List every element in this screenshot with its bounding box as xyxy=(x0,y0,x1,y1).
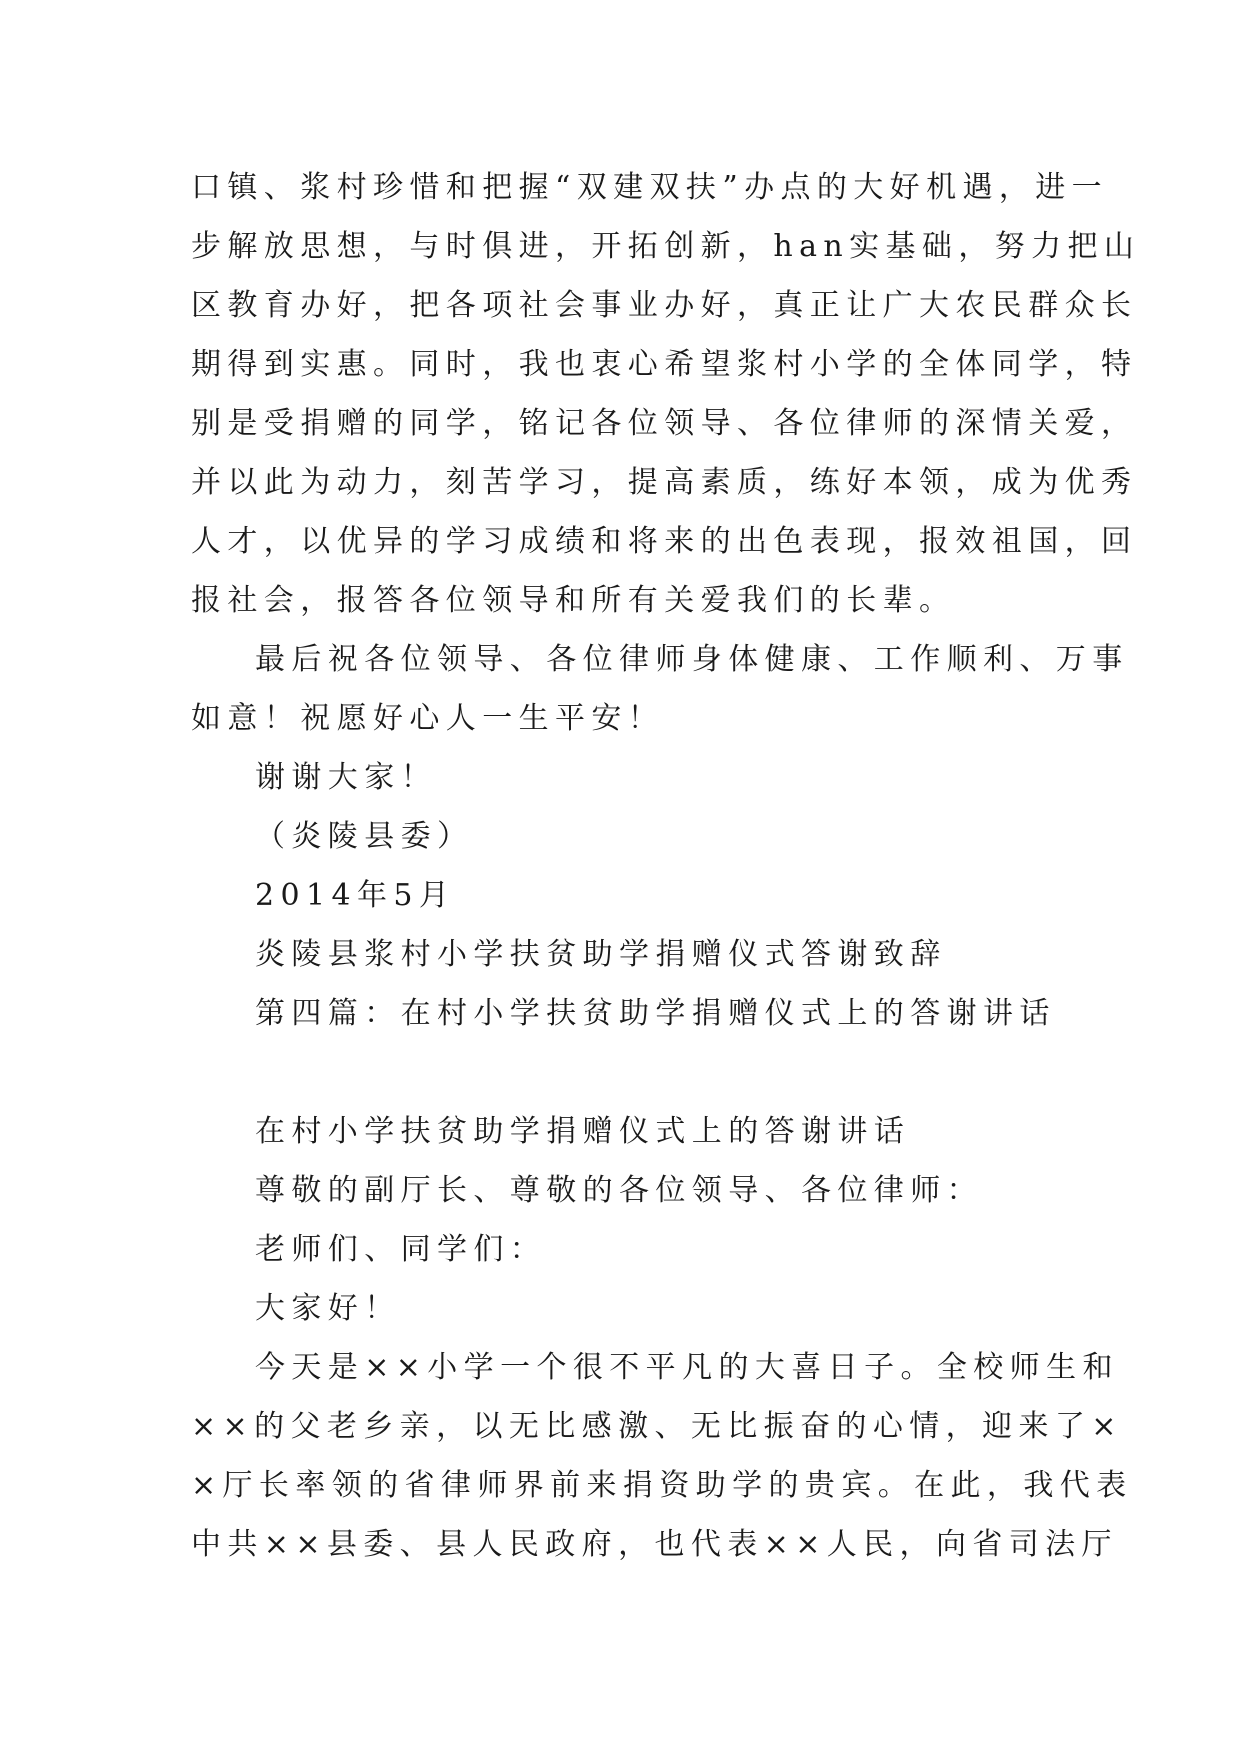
paragraph-line: 如意！祝愿好心人一生平安！ xyxy=(191,701,665,736)
paragraph-line: 报社会，报答各位领导和所有关爱我们的长辈。 xyxy=(191,583,956,618)
paragraph-line: 期得到实惠。同时，我也衷心希望浆村小学的全体同学，特 xyxy=(191,347,1138,382)
document-body xyxy=(191,158,1141,1574)
signature-date: 2014年5月 xyxy=(255,878,456,913)
paragraph-line: 区教育办好，把各项社会事业办好，真正让广大农民群众长 xyxy=(191,288,1138,323)
paragraph-line: 并以此为动力，刻苦学习，提高素质，练好本领，成为优秀 xyxy=(191,465,1138,500)
section-heading: 第四篇：在村小学扶贫助学捐赠仪式上的答谢讲话 xyxy=(255,996,1056,1031)
paragraph-line: 中共××县委、县人民政府，也代表××人民，向省司法厅 xyxy=(191,1527,1118,1562)
paragraph-line: 口镇、浆村珍惜和把握“双建双扶”办点的大好机遇，进一 xyxy=(191,170,1109,205)
paragraph-line: 人才，以优异的学习成绩和将来的出色表现，报效祖国，回 xyxy=(191,524,1138,559)
speech-title: 在村小学扶贫助学捐赠仪式上的答谢讲话 xyxy=(255,1114,911,1149)
closing-thanks: 谢谢大家！ xyxy=(255,760,437,795)
signature-org: （炎陵县委） xyxy=(255,819,474,854)
paragraph-line: 最后祝各位领导、各位律师身体健康、工作顺利、万事 xyxy=(255,642,1129,677)
greeting: 大家好！ xyxy=(255,1291,401,1326)
document-title: 炎陵县浆村小学扶贫助学捐赠仪式答谢致辞 xyxy=(255,937,947,972)
paragraph-line: ××的父老乡亲，以无比感激、无比振奋的心情，迎来了× xyxy=(191,1409,1123,1444)
salutation: 尊敬的副厅长、尊敬的各位领导、各位律师： xyxy=(255,1173,983,1208)
salutation: 老师们、同学们： xyxy=(255,1232,547,1267)
paragraph-line: 今天是××小学一个很不平凡的大喜日子。全校师生和 xyxy=(255,1350,1119,1385)
blank-line xyxy=(191,1043,1063,1102)
paragraph-line: 别是受捐赠的同学，铭记各位领导、各位律师的深情关爱， xyxy=(191,406,1138,441)
paragraph-line: ×厅长率领的省律师界前来捐资助学的贵宾。在此，我代表 xyxy=(191,1468,1133,1503)
paragraph-line: 步解放思想，与时俱进，开拓创新，han实基础，努力把山 xyxy=(191,229,1141,264)
